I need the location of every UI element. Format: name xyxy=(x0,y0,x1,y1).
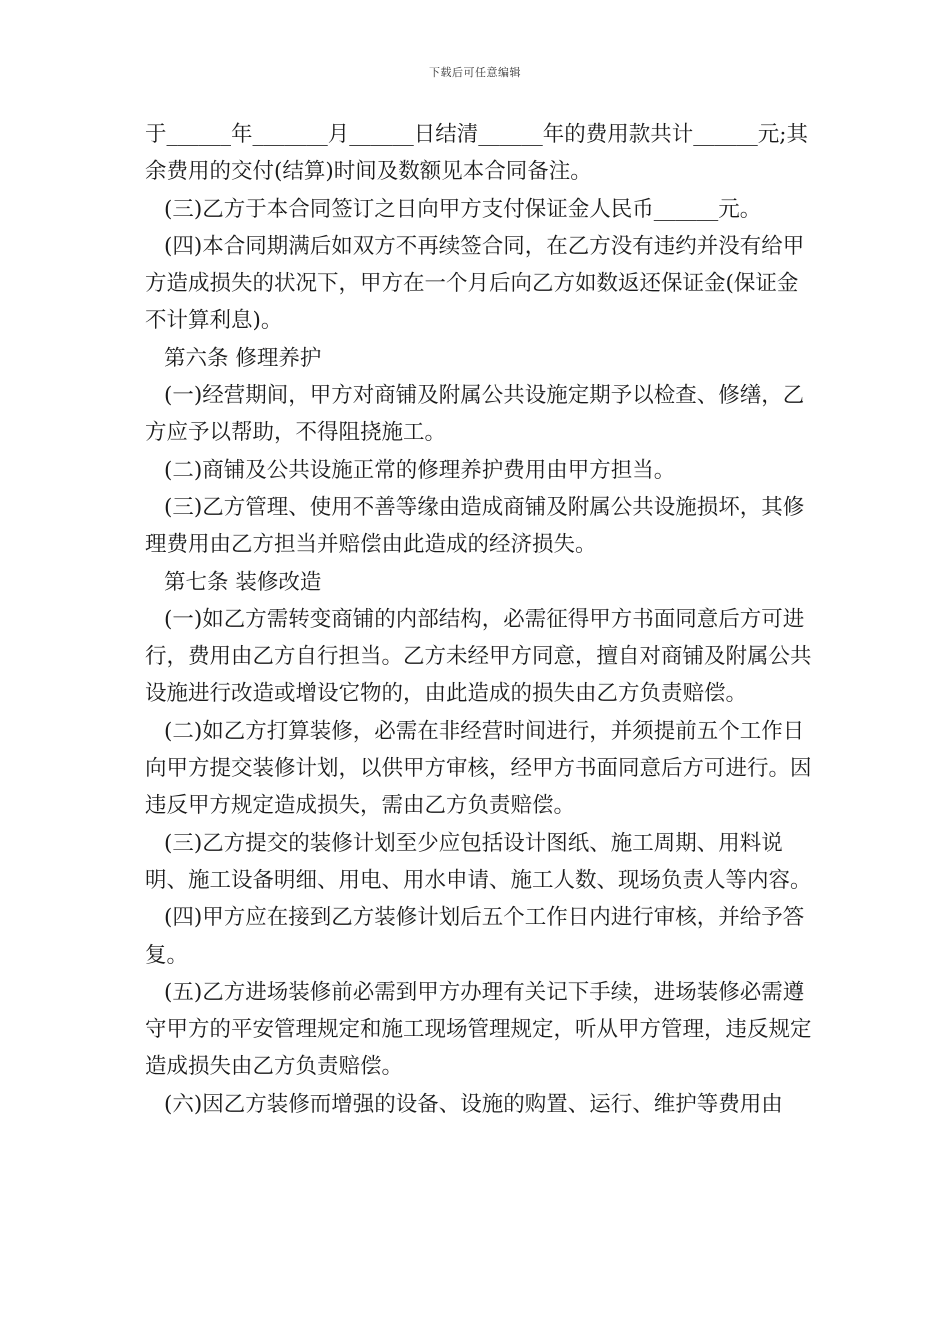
paragraph-maintenance-inspection: (一)经营期间，甲方对商铺及附属公共设施定期予以检查、修缮，乙方应予以帮助，不得阻挠施工。 xyxy=(145,383,805,446)
section-heading-renovation: 第七条 装修改造 xyxy=(164,569,322,595)
paragraph-deposit-return: (四)本合同期满后如双方不再续签合同，在乙方没有违约并没有给甲方造成损失的状况下，甲方在一个月后向乙方如数返还保证金(保证金不计算利息)。 xyxy=(145,233,805,334)
paragraph-maintenance-cost: (二)商铺及公共设施正常的修理养护费用由甲方担当。 xyxy=(164,457,676,483)
document-body xyxy=(145,116,813,1123)
paragraph-structure-change: (一)如乙方需转变商铺的内部结构，必需征得甲方书面同意后方可进行，费用由乙方自行担当。乙方未经甲方同意，擅自对商铺及附属公共设施进行改造或增设它物的，由此造成的损失由乙方负责赔偿。 xyxy=(145,606,812,707)
paragraph-deposit: (三)乙方于本合同签订之日向甲方支付保证金人民币______元。 xyxy=(164,196,762,222)
paragraph-plan-review: (四)甲方应在接到乙方装修计划后五个工作日内进行审核，并给予答复。 xyxy=(145,905,805,968)
section-heading-maintenance: 第六条 修理养护 xyxy=(164,345,322,371)
paragraph-site-rules: (五)乙方进场装修前必需到甲方办理有关记下手续，进场装修必需遵守甲方的平安管理规定和施工现场管理规定，听从甲方管理，违反规定造成损失由乙方负责赔偿。 xyxy=(145,979,812,1080)
paragraph-payment-settlement: 于______年_______月______日结清______年的费用款共计______元;其余费用的交付(结算)时间及数额见本合同备注。 xyxy=(145,122,808,185)
page-header: 下载后可任意编辑 xyxy=(429,66,521,79)
paragraph-equipment-costs: (六)因乙方装修而增强的设备、设施的购置、运行、维护等费用由 xyxy=(164,1091,783,1117)
paragraph-renovation-plan: (二)如乙方打算装修，必需在非经营时间进行，并须提前五个工作日向甲方提交装修计划，以供甲方审核，经甲方书面同意后方可进行。因违反甲方规定造成损失，需由乙方负责赔偿。 xyxy=(145,718,812,819)
paragraph-damage-liability: (三)乙方管理、使用不善等缘由造成商铺及附属公共设施损坏，其修理费用由乙方担当并赔偿由此造成的经济损失。 xyxy=(145,494,805,558)
paragraph-plan-contents: (三)乙方提交的装修计划至少应包括设计图纸、施工周期、用料说明、施工设备明细、用电、用水申请、施工人数、现场负责人等内容。 xyxy=(145,830,812,893)
